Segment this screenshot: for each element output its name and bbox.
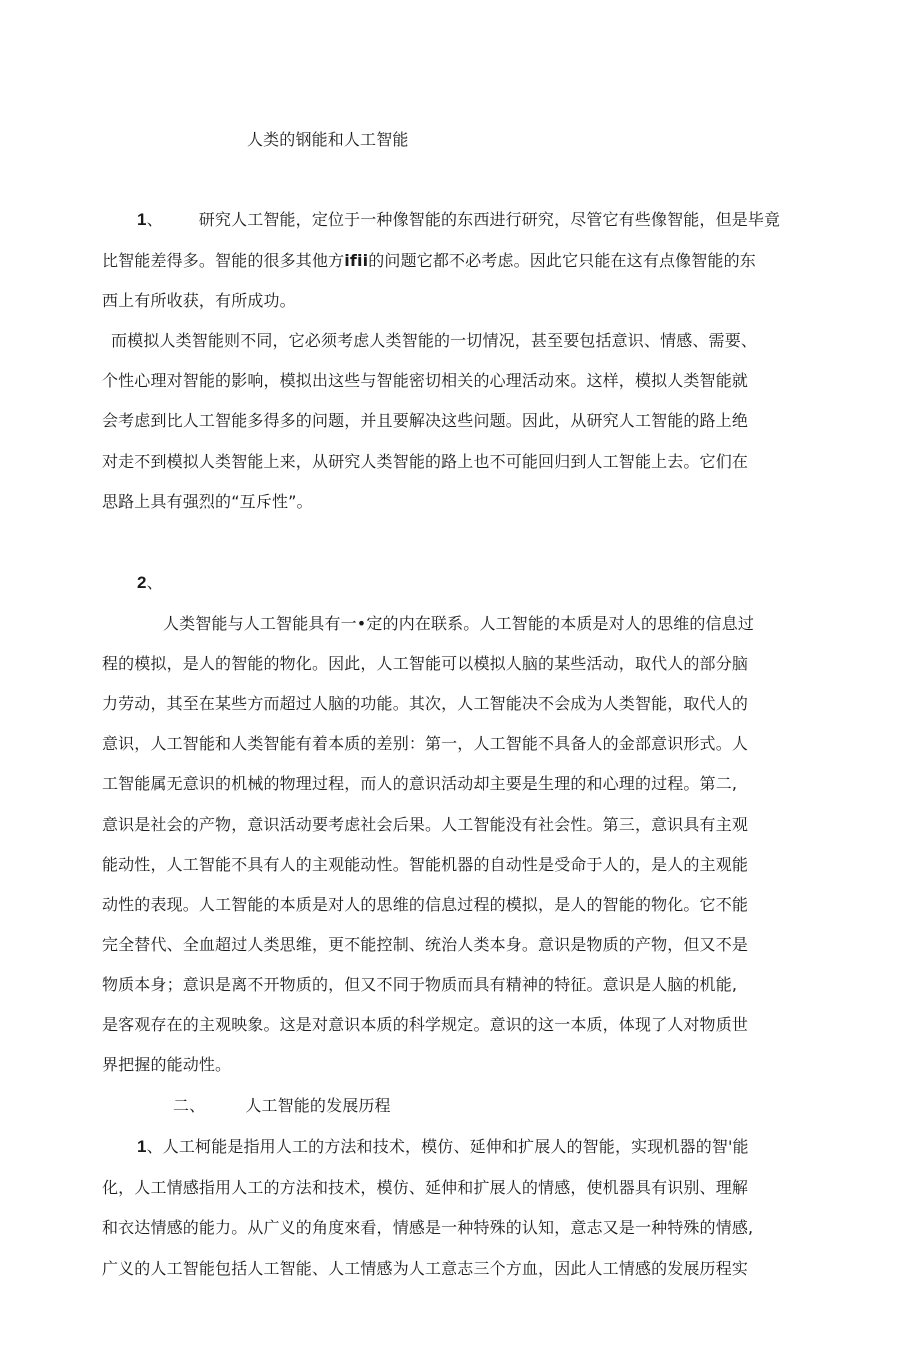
- section1-line2-a: 比智能差得多。智能的很多其他方: [102, 251, 345, 270]
- section2-line: 程的模拟，是人的智能的物化。因此，人工智能可以模拟人脑的某些活动，取代人的部分脑: [102, 654, 749, 673]
- section2-number-line: [137, 572, 163, 594]
- section2-line: 力劳动，其至在某些方而超过人脑的功能。其次，人工智能决不会成为人类智能，取代人的: [102, 694, 749, 713]
- section2-line: 意识，人工智能和人类智能有着本质的差别：第一，人工智能不具备人的金部意识形式。人: [102, 734, 749, 753]
- section1-number: 1: [137, 210, 147, 229]
- section2-line: 动性的表现。人工智能的本质是对人的思维的信息过程的模拟，是人的智能的物化。它不能: [102, 895, 749, 914]
- section1-para2-line: 而模拟人类智能则不同，它必须考虑人类智能的一切情况，甚至要包括意识、情感、需要、: [111, 331, 758, 350]
- section1-para2-line: 思路上具有强烈的“互斥性”。: [102, 492, 313, 511]
- section2-number: 2: [137, 573, 147, 592]
- section2-line: 意识是社会的产物，意识活动要考虑社会后果。人工智能没有社会性。第三，意识具有主观: [102, 815, 749, 834]
- section1-first-line: [137, 209, 780, 231]
- section1-line2-c: 的问题它都不必考虑。因此它只能在这有点像智能的东: [368, 251, 756, 270]
- section2-line: 工智能属无意识的机械的物理过程，而人的意识活动却主要是生理的和心理的过程。第二,: [102, 774, 738, 793]
- section2-number-suffix: 、: [146, 573, 163, 592]
- section3-line1: 、人工柯能是指用人工的方法和技术，模仿、延伸和扩展人的智能，实现机器的智'能: [146, 1137, 749, 1156]
- section2-line: 界把握的能动性。: [102, 1055, 232, 1074]
- section2-line: 是客观存在的主观映象。这是对意识本质的科学规定。意识的这一本质，体现了人对物质世: [102, 1015, 749, 1034]
- page-title: 人类的钢能和人工智能: [247, 130, 409, 149]
- section1-line2-b: ifii: [344, 251, 369, 270]
- section3-first-line: [137, 1136, 749, 1158]
- section2-line: 能动性，人工智能不具有人的主观能动性。智能机器的自动性是受命于人的，是人的主观能: [102, 855, 749, 874]
- section1-para2-line: 会考虑到比人工智能多得多的问题，并且要解决这些问题。因此，从研究人工智能的路上绝: [102, 411, 749, 430]
- section1-line2: [102, 250, 756, 272]
- section1-number-suffix: 、: [146, 210, 163, 229]
- section3-number: 1: [137, 1137, 147, 1156]
- heading2: [173, 1095, 391, 1117]
- section1-para2-line: 个性心理对智能的影响，模拟出这些与智能密切相关的心理活动來。这样，模拟人类智能就: [102, 371, 749, 390]
- section3-line: 和衣达情感的能力。从广义的角度來看，情感是一种特殊的认知，意志又是一种特殊的情感,: [102, 1218, 754, 1237]
- heading2-label: 二、: [173, 1096, 206, 1115]
- heading2-title: 人工智能的发展历程: [245, 1096, 391, 1115]
- section2-line: 人类智能与人工智能具有一•定的内在联系。人工智能的本质是对人的思维的信息过: [163, 614, 754, 633]
- section3-line: 广义的人工智能包括人工智能、人工情感为人工意志三个方血，因此人工情感的发展历程实: [102, 1259, 749, 1278]
- section3-line: 化，人工情感指用人工的方法和技术，模仿、延伸和扩展人的情感，使机器具有识别、理解: [102, 1178, 749, 1197]
- section2-line: 物质本身；意识是离不开物质的，但又不同于物质而具有精神的特征。意识是人脑的机能,: [102, 975, 738, 994]
- section1-line1: 研究人工智能，定位于一种像智能的东西进行研究，尽管它有些像智能，但是毕竟: [198, 210, 781, 229]
- section1-para2-line: 对走不到模拟人类智能上来，从研究人类智能的路上也不可能回归到人工智能上去。它们在: [102, 452, 749, 471]
- section2-line: 完全替代、全血超过人类思维，更不能控制、统治人类本身。意识是物质的产物，但又不是: [102, 935, 749, 954]
- section1-line3: 西上有所收获，有所成功。: [102, 291, 296, 310]
